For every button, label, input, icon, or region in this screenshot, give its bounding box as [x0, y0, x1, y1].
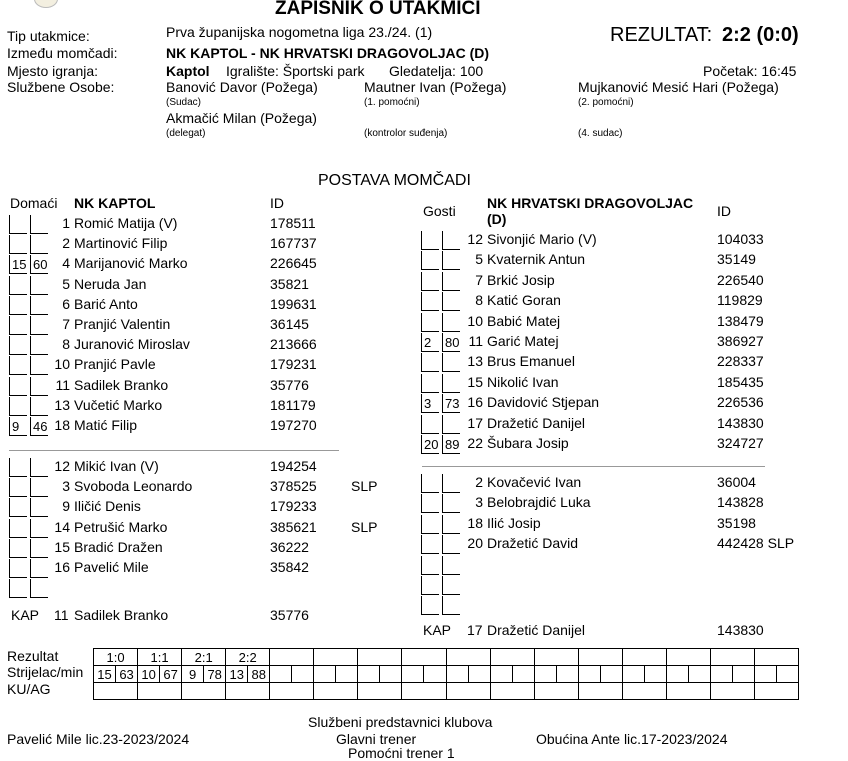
player-name: Pranjić Pavle — [74, 356, 156, 373]
scorer-cell — [534, 666, 556, 683]
minute-box — [9, 296, 27, 315]
rezultat-row-label: Rezultat — [7, 648, 59, 664]
scorer-cell — [710, 666, 732, 683]
away-kap-no: 17 — [467, 622, 483, 638]
minute-box — [421, 494, 439, 513]
player-id: 35149 — [717, 251, 756, 268]
minute-box — [9, 559, 27, 578]
player-number: 17 — [467, 414, 483, 431]
kuag-cell — [270, 683, 314, 700]
kuag-cell — [490, 683, 534, 700]
scorer-cell — [578, 666, 600, 683]
home-kap-label: KAP — [11, 607, 40, 623]
away-kap-name: Dražetić Danijel — [487, 622, 586, 638]
result-cell — [402, 649, 446, 666]
player-number: 8 — [475, 292, 483, 309]
scorer-cell: 13 — [226, 666, 248, 683]
player-number: 18 — [54, 417, 70, 433]
player-number: 4 — [62, 255, 70, 272]
official-role: (Sudac) — [166, 97, 202, 108]
scorer-cell — [776, 666, 798, 683]
player-name: Martinović Filip — [74, 235, 168, 252]
result-cell — [666, 649, 710, 666]
official-name: Akmačić Milan (Požega) — [166, 110, 317, 126]
player-id: 199631 — [270, 295, 317, 312]
kuag-cell — [94, 683, 138, 700]
minute-box — [9, 539, 27, 558]
footer-representatives: Službeni predstavnici klubova — [308, 714, 493, 730]
player-name: Katić Goran — [487, 292, 561, 309]
minute-box — [442, 576, 460, 595]
result-cell — [358, 649, 402, 666]
result-cell: 1:0 — [94, 649, 138, 666]
minute-box — [9, 336, 27, 355]
player-name: Brus Emanuel — [487, 353, 575, 370]
player-number: 11 — [468, 333, 483, 349]
player-name: Brkić Josip — [487, 271, 555, 288]
player-number: 2 — [62, 235, 70, 252]
player-id: 442428 SLP — [717, 535, 795, 552]
player-number: 8 — [62, 336, 70, 353]
minute-box — [421, 353, 439, 372]
minute-box — [9, 498, 27, 517]
player-name: Romić Matija (V) — [74, 215, 178, 231]
player-name: Ilić Josip — [487, 514, 541, 531]
player-name: Matić Filip — [74, 417, 138, 433]
minute-box: 9 — [9, 417, 27, 436]
result-cell — [622, 649, 666, 666]
player-name: Babić Matej — [487, 312, 561, 329]
minute-box — [421, 576, 439, 595]
rezultat-label: REZULTAT: — [610, 24, 713, 46]
minute-box — [30, 579, 48, 598]
player-number: 7 — [62, 316, 70, 332]
player-name: Sivonjić Mario (V) — [487, 231, 597, 247]
player-name: Bradić Dražen — [74, 538, 163, 555]
minute-box: 20 — [421, 435, 439, 454]
scorer-cell: 15 — [94, 666, 116, 683]
izmedju-label: Između momčadi: — [7, 45, 118, 61]
minute-box — [9, 235, 27, 254]
kuag-cell — [666, 683, 710, 700]
scorer-cell — [732, 666, 754, 683]
rezultat-value: 2:2 (0:0) — [722, 24, 799, 46]
scorer-cell — [622, 666, 644, 683]
minute-box — [421, 515, 439, 534]
minute-box — [421, 313, 439, 332]
player-id: 104033 — [717, 231, 764, 247]
minute-box — [9, 579, 27, 598]
player-id: 181179 — [270, 396, 316, 413]
scorer-cell: 10 — [138, 666, 160, 683]
player-name: Kvaternik Antun — [487, 251, 586, 268]
kuag-cell — [446, 683, 490, 700]
scorer-cell — [270, 666, 292, 683]
kuag-cell — [138, 683, 182, 700]
scorer-cell — [490, 666, 512, 683]
result-cell — [270, 649, 314, 666]
minute-box: 46 — [30, 417, 48, 436]
player-name: Juranović Miroslav — [74, 336, 190, 353]
player-name: Barić Anto — [74, 295, 138, 312]
scorer-cell — [688, 666, 710, 683]
player-number: 16 — [54, 559, 70, 575]
minute-box — [421, 251, 439, 270]
official-role: (4. sudac) — [578, 128, 623, 139]
official-role: (1. pomoćni) — [364, 97, 420, 108]
player-number: 12 — [467, 231, 483, 247]
minute-box — [442, 556, 460, 575]
player-number: 15 — [54, 538, 70, 555]
minute-box — [9, 519, 27, 538]
scorer-cell — [336, 666, 358, 683]
minute-box — [421, 474, 439, 493]
away-label: Gosti — [423, 203, 456, 219]
player-id: 35198 — [717, 514, 756, 531]
player-number: 7 — [475, 271, 483, 288]
minute-box — [9, 478, 27, 497]
minute-box: 15 — [9, 255, 27, 274]
player-id: 119829 — [717, 292, 763, 309]
scorer-cell — [380, 666, 402, 683]
player-name: Marijanović Marko — [74, 255, 188, 272]
scorer-cell — [666, 666, 688, 683]
scorer-cell — [292, 666, 314, 683]
player-number: 3 — [475, 494, 483, 511]
player-name: Iličić Denis — [74, 498, 141, 515]
result-cell — [534, 649, 578, 666]
page-title: ZAPISNIK O UTAKMICI — [275, 0, 481, 19]
mjesto-value: Kaptol — [166, 63, 210, 79]
player-id: 36004 — [717, 474, 756, 490]
home-label: Domaći — [10, 195, 58, 211]
scorer-cell — [424, 666, 446, 683]
player-number: 2 — [475, 474, 483, 490]
player-name: Petrušić Marko — [74, 518, 168, 535]
tip-value: Prva županijska nogometna liga 23./24. (1) — [166, 24, 433, 40]
igraliste: Igralište: Športski park — [226, 63, 365, 79]
minute-box — [421, 556, 439, 575]
minute-box — [421, 272, 439, 291]
player-id: 36145 — [270, 316, 309, 332]
izmedju-value: NK KAPTOL - NK HRVATSKI DRAGOVOLJAC (D) — [166, 45, 490, 61]
player-id: 226536 — [717, 394, 764, 411]
away-team-name-suffix: (D) — [487, 211, 507, 227]
result-cell — [578, 649, 622, 666]
minute-box: 2 — [421, 333, 439, 352]
kuag-cell — [358, 683, 402, 700]
away-kap-label: KAP — [423, 622, 452, 638]
player-number: 9 — [62, 498, 70, 515]
official-name: Mautner Ivan (Požega) — [364, 79, 507, 95]
minute-box — [9, 458, 27, 477]
scorer-cell: 78 — [204, 666, 226, 683]
player-number: 13 — [467, 353, 483, 370]
kuag-row-label: KU/AG — [7, 681, 51, 697]
player-number: 5 — [475, 251, 483, 268]
player-id: 324727 — [717, 435, 764, 451]
home-kap-id: 35776 — [270, 607, 309, 623]
result-cell: 2:1 — [182, 649, 226, 666]
player-number: 1 — [62, 215, 70, 231]
player-name: Vučetić Marko — [74, 396, 163, 413]
player-number: 13 — [54, 396, 70, 413]
minute-box: 73 — [442, 394, 460, 413]
kuag-cell — [754, 683, 798, 700]
player-id: 167737 — [270, 235, 317, 252]
minute-box — [442, 596, 460, 615]
slp-badge: SLP — [351, 478, 378, 495]
minute-box — [9, 397, 27, 416]
away-team-name: NK HRVATSKI DRAGOVOLJAC — [487, 195, 694, 211]
scorer-cell — [402, 666, 424, 683]
player-number: 10 — [467, 312, 483, 329]
player-name: Davidović Stjepan — [487, 394, 600, 411]
strijelac-row-label: Strijelac/min — [7, 664, 84, 680]
minute-box — [421, 415, 439, 434]
scorer-cell — [446, 666, 468, 683]
slp-badge: SLP — [351, 518, 378, 535]
player-id: 185435 — [717, 373, 764, 390]
away-divider — [422, 466, 765, 467]
minute-box — [421, 374, 439, 393]
kuag-cell — [314, 683, 358, 700]
player-name: Belobrajdić Luka — [487, 494, 591, 511]
player-number: 15 — [467, 373, 483, 390]
player-id: 385621 — [270, 518, 317, 535]
scorer-cell — [644, 666, 666, 683]
sluzbene-label: Službene Osobe: — [7, 79, 115, 95]
minute-box: 60 — [30, 255, 48, 274]
player-number: 18 — [467, 514, 483, 531]
player-id: 386927 — [717, 333, 764, 349]
player-id: 178511 — [270, 215, 316, 231]
kuag-cell — [710, 683, 754, 700]
minute-box — [421, 535, 439, 554]
scorer-cell — [314, 666, 336, 683]
player-number: 14 — [54, 518, 70, 535]
official-role: (delegat) — [166, 128, 206, 139]
kuag-cell — [534, 683, 578, 700]
player-number: 11 — [55, 376, 70, 393]
player-id: 143830 — [717, 414, 764, 431]
player-name: Mikić Ivan (V) — [74, 458, 159, 474]
away-id-label: ID — [717, 203, 731, 219]
minute-box — [9, 356, 27, 375]
player-name: Sadilek Branko — [74, 376, 169, 393]
mjesto-label: Mjesto igranja: — [7, 63, 99, 79]
player-id: 226645 — [270, 255, 317, 272]
player-number: 16 — [467, 394, 483, 411]
player-id: 378525 — [270, 478, 317, 495]
player-number: 20 — [467, 535, 483, 552]
official-name: Mujkanović Mesić Hari (Požega) — [578, 79, 779, 95]
minute-box — [421, 292, 439, 311]
home-kap-no: 11 — [54, 607, 69, 623]
scorer-cell — [556, 666, 578, 683]
player-id: 226540 — [717, 271, 764, 288]
logo-icon — [34, 0, 58, 8]
player-name: Kovačević Ivan — [487, 474, 582, 490]
player-id: 179231 — [270, 356, 317, 373]
player-id: 35776 — [270, 376, 309, 393]
player-name: Svoboda Leonardo — [74, 478, 193, 495]
minute-box — [9, 377, 27, 396]
player-name: Pranjić Valentin — [74, 316, 171, 332]
player-id: 36222 — [270, 538, 309, 555]
official-name: Banović Davor (Požega) — [166, 79, 318, 95]
player-number: 5 — [62, 275, 70, 292]
player-number: 10 — [54, 356, 70, 373]
player-name: Dražetić Danijel — [487, 414, 586, 431]
player-name: Šubara Josip — [487, 435, 569, 451]
away-kap-id: 143830 — [717, 622, 764, 638]
footer-head-coach: Glavni trener — [336, 731, 417, 747]
minute-box: 80 — [442, 333, 460, 352]
player-name: Neruda Jan — [74, 275, 147, 292]
player-name: Pavelić Mile — [74, 559, 149, 575]
player-id: 35842 — [270, 559, 309, 575]
kuag-cell — [402, 683, 446, 700]
player-id: 138479 — [717, 312, 764, 329]
home-kap-name: Sadilek Branko — [74, 607, 169, 623]
result-cell — [754, 649, 798, 666]
scorer-cell: 67 — [160, 666, 182, 683]
player-id: 194254 — [270, 458, 317, 474]
kuag-cell — [578, 683, 622, 700]
kuag-cell — [622, 683, 666, 700]
result-cell: 1:1 — [138, 649, 182, 666]
minute-box: 89 — [442, 435, 460, 454]
minute-box — [9, 276, 27, 295]
minute-box — [421, 596, 439, 615]
player-number: 22 — [467, 435, 483, 451]
player-id: 143828 — [717, 494, 764, 511]
minute-box — [9, 215, 27, 234]
home-team-name: NK KAPTOL — [74, 195, 156, 211]
official-role: (2. pomoćni) — [578, 97, 634, 108]
scorer-cell — [512, 666, 534, 683]
scorer-cell — [600, 666, 622, 683]
scorer-cell: 63 — [116, 666, 138, 683]
tip-label: Tip utakmice: — [7, 28, 90, 44]
player-name: Dražetić David — [487, 535, 579, 552]
footer-home-coach: Pavelić Mile lic.23-2023/2024 — [7, 731, 190, 747]
gledatelja: Gledatelja: 100 — [389, 63, 484, 79]
player-id: 197270 — [270, 417, 317, 433]
postava-title: POSTAVA MOMČADI — [318, 172, 471, 189]
minute-box: 3 — [421, 394, 439, 413]
scorer-cell — [358, 666, 380, 683]
footer-assistant-coach: Pomoćni trener 1 — [348, 745, 455, 761]
pocetak: Početak: 16:45 — [703, 63, 797, 79]
minute-box — [9, 316, 27, 335]
scorer-cell — [754, 666, 776, 683]
result-cell — [446, 649, 490, 666]
scorer-cell — [468, 666, 490, 683]
home-id-label: ID — [270, 195, 284, 211]
player-number: 6 — [62, 295, 70, 312]
player-name: Garić Matej — [487, 333, 559, 349]
player-number: 12 — [54, 458, 70, 474]
player-name: Nikolić Ivan — [487, 373, 559, 390]
score-table — [93, 648, 799, 700]
player-id: 228337 — [717, 353, 764, 370]
home-divider — [9, 450, 339, 451]
player-id: 35821 — [270, 275, 309, 292]
kuag-cell — [226, 683, 270, 700]
player-number: 3 — [62, 478, 70, 495]
footer-away-coach: Obućina Ante lic.17-2023/2024 — [536, 731, 728, 747]
result-cell: 2:2 — [226, 649, 270, 666]
result-cell — [314, 649, 358, 666]
result-cell — [710, 649, 754, 666]
kuag-cell — [182, 683, 226, 700]
player-id: 213666 — [270, 336, 317, 353]
player-id: 179233 — [270, 498, 317, 515]
official-role: (kontrolor suđenja) — [364, 128, 448, 139]
scorer-cell: 88 — [248, 666, 270, 683]
result-cell — [490, 649, 534, 666]
scorer-cell: 9 — [182, 666, 204, 683]
minute-box — [421, 231, 439, 250]
